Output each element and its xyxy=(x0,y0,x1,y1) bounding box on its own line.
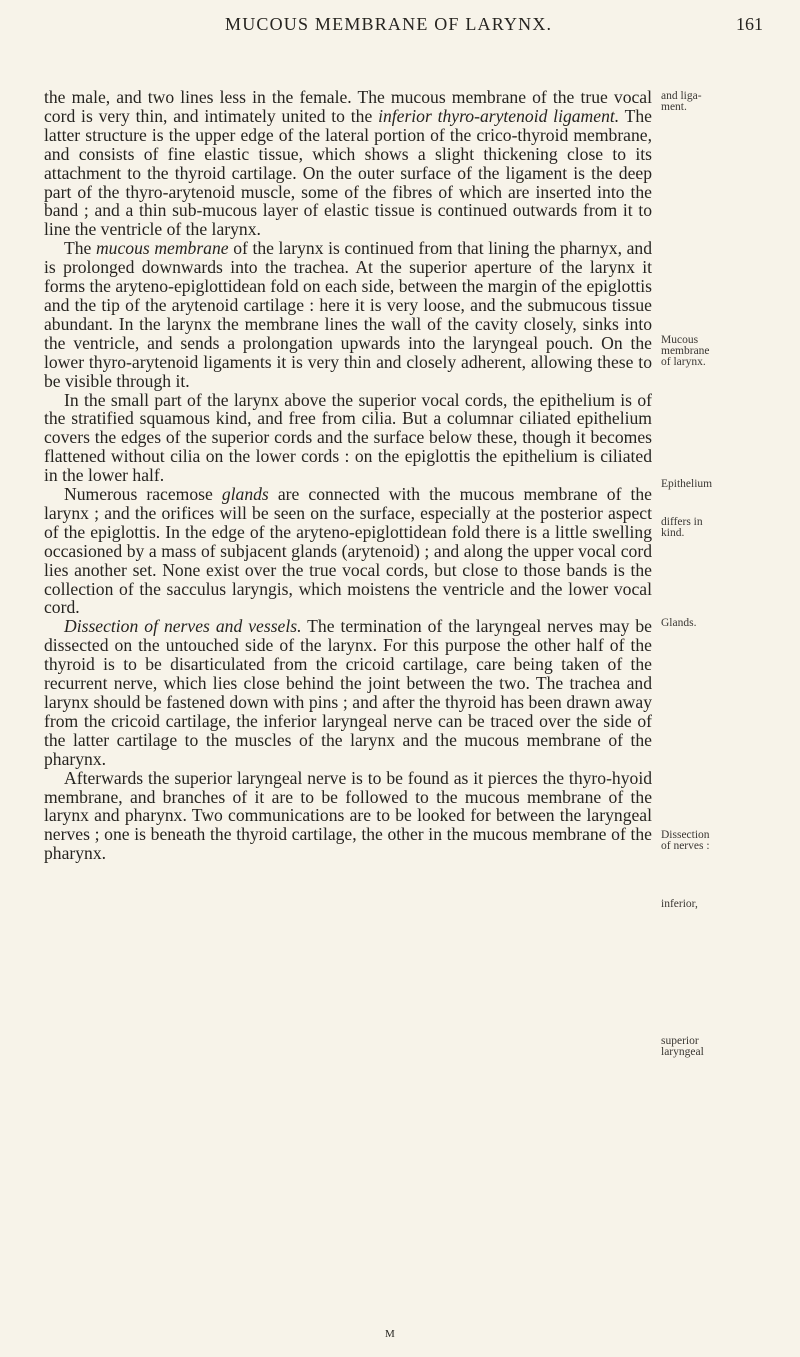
italic-term: inferior thyro-arytenoid ligament. xyxy=(378,105,620,126)
margin-note xyxy=(661,899,797,910)
margin-note-line: membrane xyxy=(661,345,710,357)
margin-note xyxy=(661,1036,797,1058)
italic-term: Dissection of nerves and vessels. xyxy=(64,616,302,637)
margin-note-line: differs in xyxy=(661,516,703,528)
margin-note xyxy=(661,335,797,368)
margin-note-line: Glands. xyxy=(661,617,697,629)
page-number: 161 xyxy=(736,14,763,34)
text-run: of the larynx is continued from that lining the pharnyx, and is prolonged downwards into the trachea. At the superior aperture of the larynx it forms the aryteno-epiglottidean fold on each side, between the margin of the epiglottis and the tip of the arytenoid cartilage : here it is very loose, and the submucous tissue abundant. In the larynx the membrane lines the wall of the cavity closely, sinks into the ventricle, and sends a prolongation upwards into the laryngeal pouch. On the lower thyro-arytenoid ligaments it is very thin and closely adherent, allowing these to be visible through it. xyxy=(44,238,652,391)
running-head: MUCOUS MEMBRANE OF LARYNX. xyxy=(225,14,553,34)
text-run: The latter structure is the upper edge of the lateral portion of the crico-thyroid membrane, and consists of fine elastic tissue, which shows a slight thickening close to its attachment to the thyroid cartilage. On the outer surface of the ligament is the deep part of the thyro-arytenoid muscle, some of the fibres of which are inserted into the band ; and a thin sub-mucous layer of elastic tissue is continued outwards from it to line the ventricle of the larynx. xyxy=(44,105,652,240)
text-run: the male, and two lines less in the female. The mucous membrane of the true vocal cord is very thin, and intimately united to the xyxy=(44,87,652,126)
italic-term: glands xyxy=(221,484,269,505)
text-run: The termination of the laryngeal nerves may be dissected on the untouched side of the larynx. For this purpose the other half of the thyroid is to be disarticulated from the cricoid cartilage, care being taken of the recurrent nerve, which lies close behind the joint between the two. The trachea and larynx should be fastened down with pins ; and after the thyroid has been drawn away from the cricoid cartilage, the inferior laryngeal nerve can be traced over the side of the latter cartilage to the muscles of the larynx and the mucous membrane of the pharynx. xyxy=(44,616,652,769)
margin-note-line: of nerves : xyxy=(661,840,710,852)
italic-term: mucous membrane xyxy=(95,238,229,259)
text-run: Numerous racemose xyxy=(64,484,222,505)
margin-note xyxy=(661,618,797,629)
paragraph xyxy=(44,617,652,768)
paragraph xyxy=(44,239,652,390)
signature-mark: M xyxy=(385,1328,395,1340)
margin-note-line: superior xyxy=(661,1035,699,1047)
margin-note-line: ment. xyxy=(661,101,687,113)
page-header xyxy=(0,10,800,50)
margin-note xyxy=(661,830,797,852)
margin-note-line: Dissection xyxy=(661,829,710,841)
margin-note-line: laryngeal xyxy=(661,1046,704,1058)
margin-note-line: and liga- xyxy=(661,90,702,102)
text-run: Afterwards the superior laryngeal nerve is to be found as it pierces the thyro-hyoid membrane, and branches of it are to be followed to the mucous membrane of the larynx and pharynx. Two communications are to be looked for between the laryngeal nerves ; one is beneath the thyroid cartilage, the other in the mucous membrane of the pharynx. xyxy=(44,767,652,864)
margin-note xyxy=(661,91,797,113)
margin-note-line: inferior, xyxy=(661,898,698,910)
text-run: The xyxy=(64,238,96,259)
paragraph xyxy=(44,769,652,864)
paragraph xyxy=(44,88,652,239)
margin-note-line: Epithelium xyxy=(661,478,713,490)
text-run: In the small part of the larynx above the superior vocal cords, the epithelium is of the stratified squamous kind, and free from cilia. But a columnar ciliated epithelium covers the edges of the superior cords and the surface below these, though it becomes flattened without cilia on the lower cords : on the epiglottis the epithelium is ciliated in the lower half. xyxy=(44,389,652,486)
body-text xyxy=(44,88,652,863)
margin-note xyxy=(661,479,797,490)
margin-note xyxy=(661,517,797,539)
margin-note-line: Mucous xyxy=(661,334,699,346)
margin-note-line: of larynx. xyxy=(661,356,706,368)
paragraph xyxy=(44,485,652,617)
text-run: are connected with the mucous membrane of the larynx ; and the orifices will be seen on the surface, especially at the posterior aspect of the epiglottis. In the edge of the aryteno-epiglottidean fold there is a little swelling occasioned by a mass of subjacent glands (arytenoid) ; and along the upper vocal cord lies another set. None exist over the true vocal cords, but close to those bands is the collection of the sacculus laryngis, which moistens the ventricle and the lower vocal cord. xyxy=(44,484,652,618)
margin-note-line: kind. xyxy=(661,527,685,539)
paragraph xyxy=(44,391,652,486)
